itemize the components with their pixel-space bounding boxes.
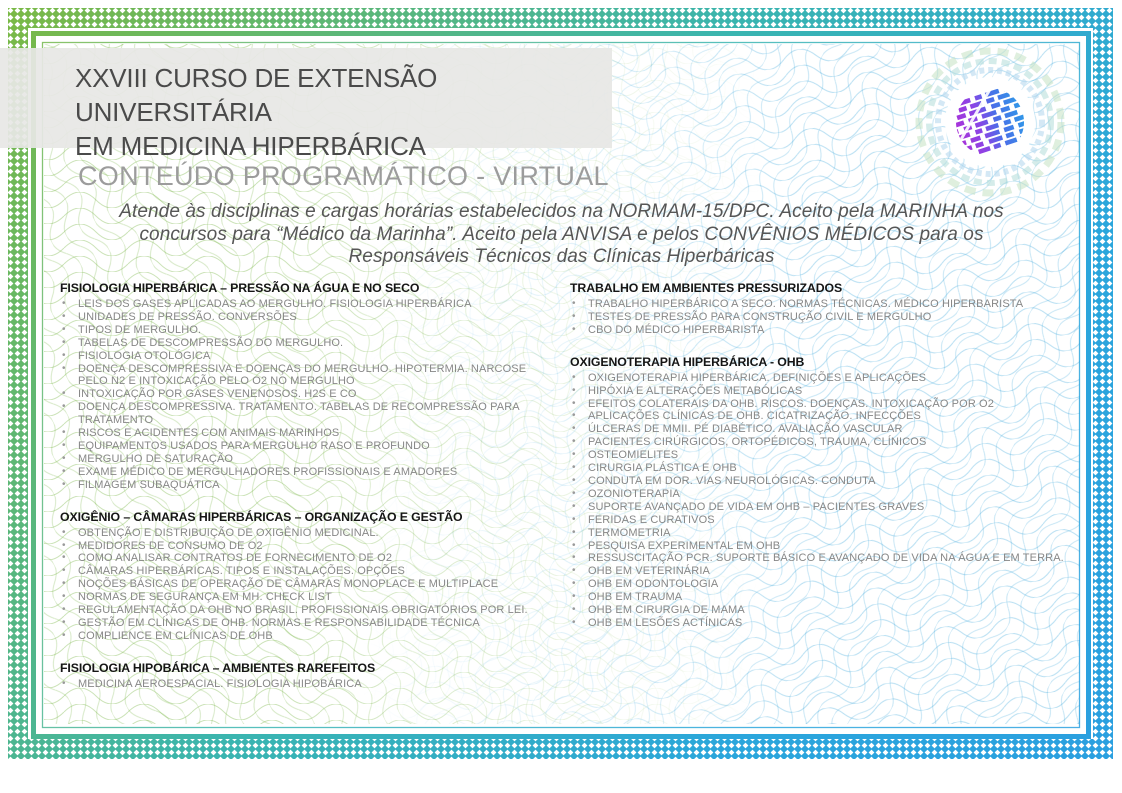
bullet-icon: • bbox=[572, 410, 576, 422]
bullet-icon: • bbox=[62, 401, 66, 413]
intro-line: Responsáveis Técnicos das Clínicas Hiperbáricas bbox=[348, 246, 775, 267]
bullet-icon: • bbox=[572, 578, 576, 590]
bullet-icon: • bbox=[62, 552, 66, 564]
topic-item bbox=[570, 527, 1066, 540]
section-title: OXIGENOTERAPIA HIPERBÁRICA - OHB bbox=[570, 354, 805, 369]
program-section bbox=[60, 510, 554, 643]
topic-item bbox=[570, 298, 1066, 311]
bullet-icon: • bbox=[572, 591, 576, 603]
bullet-icon: • bbox=[572, 298, 576, 309]
topic-text: RESSUSCITAÇÃO PCR. SUPORTE BÁSICO E AVANÇADO DE VIDA NA ÁGUA E EM TERRA. bbox=[588, 552, 1064, 565]
bullet-icon: • bbox=[62, 539, 66, 551]
topic-item bbox=[60, 479, 554, 492]
topic-item bbox=[60, 604, 554, 617]
section-topic-list bbox=[570, 298, 1066, 337]
page-subtitle: CONTEÚDO PROGRAMÁTICO - VIRTUAL bbox=[78, 161, 609, 191]
bullet-icon: • bbox=[62, 336, 66, 348]
program-section bbox=[60, 661, 554, 691]
bullet-icon: • bbox=[572, 371, 576, 383]
topic-text: FILMAGEM SUBAQUÁTICA bbox=[78, 478, 220, 491]
topic-text: EXAME MÉDICO DE MERGULHADORES PROFISSIONAIS E AMADORES bbox=[78, 465, 458, 478]
program-columns bbox=[60, 281, 1066, 709]
topic-text: OXIGENOTERAPIA HIPERBÁRICA. DEFINIÇÕES E APLICAÇÕES bbox=[588, 371, 927, 384]
bullet-icon: • bbox=[62, 427, 66, 439]
topic-text: COMPLIENCE EM CLÍNICAS DE OHB bbox=[78, 629, 273, 642]
bullet-icon: • bbox=[572, 526, 576, 538]
globe-logo-icon bbox=[910, 42, 1070, 202]
topic-text: REGULAMENTAÇÃO DA OHB NO BRASIL. PROFISSIONAIS OBRIGATÓRIOS POR LEI. bbox=[78, 604, 528, 617]
program-section bbox=[570, 281, 1066, 337]
topic-item bbox=[570, 604, 1066, 617]
topic-item bbox=[570, 488, 1066, 501]
topic-text: DOENÇA DESCOMPRESSIVA E DOENÇAS DO MERGULHO. HIPOTERMIA. NARCOSE PELO N2 E INTOXICAÇÃO PELO O2 NO MERGULHO bbox=[78, 362, 527, 388]
topic-item bbox=[570, 501, 1066, 514]
topic-text: OSTEOMIELITES bbox=[588, 449, 679, 462]
topic-item bbox=[570, 540, 1066, 553]
bullet-icon: • bbox=[572, 552, 576, 564]
bullet-icon: • bbox=[572, 462, 576, 474]
bullet-icon: • bbox=[572, 565, 576, 577]
topic-item bbox=[60, 337, 554, 350]
topic-text: APLICAÇÕES CLÍNICAS DE OHB. CICATRIZAÇÃO. INFECÇÕES bbox=[588, 410, 921, 423]
topic-item bbox=[570, 514, 1066, 527]
topic-text: HIPÓXIA E ALTERAÇÕES METABÓLICAS bbox=[588, 384, 803, 397]
topic-text: UNIDADES DE PRESSÃO. CONVERSÕES bbox=[78, 310, 297, 323]
bullet-icon: • bbox=[572, 513, 576, 525]
topic-text: MEDIDORES DE CONSUMO DE O2 bbox=[78, 539, 263, 552]
topic-item bbox=[60, 311, 554, 324]
bullet-icon: • bbox=[62, 310, 66, 322]
intro-line: concursos para “Médico da Marinha”. Aceito pela ANVISA e pelos CONVÊNIOS MÉDICOS para os bbox=[139, 223, 984, 245]
bullet-icon: • bbox=[572, 423, 576, 435]
bullet-icon: • bbox=[62, 439, 66, 451]
bullet-icon: • bbox=[572, 436, 576, 448]
section-topic-list bbox=[570, 372, 1066, 630]
bullet-icon: • bbox=[572, 616, 576, 628]
topic-item bbox=[60, 350, 554, 363]
bullet-icon: • bbox=[572, 384, 576, 396]
intro-line: Atende às disciplinas e cargas horárias estabelecidos na NORMAM-15/DPC. Aceito pela MARINHA nos bbox=[119, 201, 1004, 222]
bullet-icon: • bbox=[62, 298, 66, 309]
topic-item bbox=[570, 324, 1066, 337]
topic-text: RISCOS E ACIDENTES COM ANIMAIS MARINHOS bbox=[78, 427, 340, 440]
topic-item bbox=[60, 527, 554, 540]
bullet-icon: • bbox=[572, 500, 576, 512]
topic-text: EFEITOS COLATERAIS DA OHB. RISCOS. DOENÇAS. INTOXICAÇÃO POR O2 bbox=[588, 397, 994, 410]
bullet-icon: • bbox=[62, 591, 66, 603]
bullet-icon: • bbox=[572, 310, 576, 322]
topic-text: DOENÇA DESCOMPRESSIVA. TRATAMENTO. TABELAS DE RECOMPRESSÃO PARA TRATAMENTO bbox=[78, 401, 520, 427]
bullet-icon: • bbox=[572, 449, 576, 461]
topic-text: LEIS DOS GASES APLICADAS AO MERGULHO. FISIOLOGIA HIPERBÁRICA bbox=[78, 298, 472, 310]
topic-item bbox=[570, 449, 1066, 462]
program-column-left bbox=[60, 281, 554, 709]
topic-text: OHB EM LESÕES ACTÍNICAS bbox=[588, 616, 743, 629]
topic-text: CÂMARAS HIPERBÁRICAS. TIPOS E INSTALAÇÕES. OPÇÕES bbox=[78, 565, 405, 578]
bullet-icon: • bbox=[62, 465, 66, 477]
topic-text: GESTÃO EM CLÍNICAS DE OHB. NORMAS E RESPONSABILIDADE TÉCNICA bbox=[78, 616, 480, 629]
topic-text: OHB EM TRAUMA bbox=[588, 591, 683, 604]
bullet-icon: • bbox=[62, 478, 66, 490]
topic-text: EQUIPAMENTOS USADOS PARA MERGULHO RASO E PROFUNDO bbox=[78, 439, 430, 452]
topic-text: FISIOLOGIA OTOLÓGICA bbox=[78, 349, 211, 362]
topic-item bbox=[60, 578, 554, 591]
topic-text: OBTENÇÃO E DISTRIBUIÇÃO DE OXIGÊNIO MEDICINAL. bbox=[78, 526, 379, 539]
topic-item bbox=[570, 436, 1066, 449]
topic-item bbox=[60, 552, 554, 565]
bullet-icon: • bbox=[62, 565, 66, 577]
topic-item bbox=[60, 388, 554, 401]
program-section bbox=[60, 281, 554, 492]
topic-item bbox=[570, 617, 1066, 630]
topic-item bbox=[60, 427, 554, 440]
section-topic-list bbox=[60, 527, 554, 643]
bullet-icon: • bbox=[62, 362, 66, 374]
section-title: TRABALHO EM AMBIENTES PRESSURIZADOS bbox=[570, 281, 843, 295]
topic-text: TERMOMETRIA bbox=[588, 526, 671, 539]
topic-item bbox=[60, 401, 554, 427]
topic-text: ÚLCERAS DE MMII. PÉ DIABÉTICO. AVALIAÇÃO VASCULAR bbox=[588, 423, 903, 436]
topic-item bbox=[60, 591, 554, 604]
topic-item bbox=[60, 565, 554, 578]
bullet-icon: • bbox=[62, 629, 66, 641]
topic-text: OZONIOTERAPIA bbox=[588, 487, 681, 500]
bullet-icon: • bbox=[572, 539, 576, 551]
topic-item bbox=[570, 423, 1066, 436]
topic-item bbox=[570, 372, 1066, 385]
topic-item bbox=[570, 565, 1066, 578]
topic-item bbox=[570, 591, 1066, 604]
program-section bbox=[570, 355, 1066, 630]
bullet-icon: • bbox=[62, 323, 66, 335]
topic-text: PACIENTES CIRÚRGICOS, ORTOPÉDICOS, TRAUMA, CLÍNICOS bbox=[588, 436, 927, 449]
page-title-line2: EM MEDICINA HIPERBÁRICA bbox=[75, 131, 426, 161]
topic-item bbox=[570, 311, 1066, 324]
topic-item bbox=[60, 363, 554, 389]
topic-item bbox=[570, 462, 1066, 475]
bullet-icon: • bbox=[572, 397, 576, 409]
topic-item bbox=[570, 398, 1066, 411]
section-title: FISIOLOGIA HIPOBÁRICA – AMBIENTES RAREFEITOS bbox=[60, 660, 376, 675]
page-title-line1: XXVIII CURSO DE EXTENSÃO UNIVERSITÁRIA bbox=[75, 63, 438, 127]
bullet-icon: • bbox=[62, 578, 66, 590]
topic-item bbox=[60, 540, 554, 553]
page-title bbox=[75, 61, 615, 163]
topic-item bbox=[60, 617, 554, 630]
program-column-right bbox=[570, 281, 1066, 709]
topic-item bbox=[60, 630, 554, 643]
topic-text: TABELAS DE DESCOMPRESSÃO DO MERGULHO. bbox=[78, 336, 344, 349]
topic-item bbox=[570, 552, 1066, 565]
topic-text: CONDUTA EM DOR. VIAS NEUROLÓGICAS. CONDUTA bbox=[588, 474, 876, 487]
topic-item bbox=[60, 678, 554, 691]
bullet-icon: • bbox=[62, 388, 66, 400]
topic-item bbox=[570, 410, 1066, 423]
topic-text: OHB EM ODONTOLOGIA bbox=[588, 578, 719, 591]
topic-text: MERGULHO DE SATURAÇÃO bbox=[78, 452, 234, 465]
topic-item bbox=[60, 466, 554, 479]
bullet-icon: • bbox=[62, 677, 66, 689]
topic-text: OHB EM VETERINÁRIA bbox=[588, 565, 710, 578]
topic-text: TESTES DE PRESSÃO PARA CONSTRUÇÃO CIVIL E MERGULHO bbox=[588, 310, 932, 323]
topic-item bbox=[60, 324, 554, 337]
bullet-icon: • bbox=[572, 474, 576, 486]
bullet-icon: • bbox=[62, 349, 66, 361]
topic-item bbox=[60, 453, 554, 466]
topic-item bbox=[60, 440, 554, 453]
bullet-icon: • bbox=[62, 452, 66, 464]
topic-item bbox=[60, 298, 554, 311]
topic-item bbox=[570, 475, 1066, 488]
section-topic-list bbox=[60, 298, 554, 492]
topic-item bbox=[570, 385, 1066, 398]
intro-paragraph bbox=[43, 201, 1080, 269]
topic-text: NOÇÕES BÁSICAS DE OPERAÇÃO DE CÂMARAS MONOPLACE E MULTIPLACE bbox=[78, 578, 499, 591]
bullet-icon: • bbox=[62, 604, 66, 616]
topic-text: CBO DO MÉDICO HIPERBARISTA bbox=[588, 323, 765, 336]
topic-text: NORMAS DE SEGURANÇA EM MH. CHECK LIST bbox=[78, 591, 332, 604]
section-topic-list bbox=[60, 678, 554, 691]
topic-text: TRABALHO HIPERBÁRICO A SECO. NORMAS TÉCNICAS. MÉDICO HIPERBARISTA bbox=[588, 298, 1024, 310]
topic-text: FERIDAS E CURATIVOS bbox=[588, 513, 715, 526]
topic-text: TIPOS DE MERGULHO. bbox=[78, 323, 202, 336]
topic-text: SUPORTE AVANÇADO DE VIDA EM OHB – PACIENTES GRAVES bbox=[588, 500, 925, 513]
topic-text: PESQUISA EXPERIMENTAL EM OHB bbox=[588, 539, 781, 552]
bullet-icon: • bbox=[572, 487, 576, 499]
topic-text: CIRURGIA PLÁSTICA E OHB bbox=[588, 462, 737, 475]
topic-text: INTOXICAÇÃO POR GASES VENENOSOS. H2S E CO bbox=[78, 388, 357, 401]
bullet-icon: • bbox=[572, 323, 576, 335]
section-title: OXIGÊNIO – CÂMARAS HIPERBÁRICAS – ORGANIZAÇÃO E GESTÃO bbox=[60, 509, 463, 524]
section-title: FISIOLOGIA HIPERBÁRICA – PRESSÃO NA ÁGUA E NO SECO bbox=[60, 281, 420, 295]
bullet-icon: • bbox=[62, 616, 66, 628]
topic-text: COMO ANALISAR CONTRATOS DE FORNECIMENTO DE O2 bbox=[78, 552, 393, 565]
topic-item bbox=[570, 578, 1066, 591]
bullet-icon: • bbox=[572, 604, 576, 616]
topic-text: MEDICINA AEROESPACIAL. FISIOLOGIA HIPOBÁRICA bbox=[78, 677, 362, 690]
bullet-icon: • bbox=[62, 526, 66, 538]
topic-text: OHB EM CIRURGIA DE MAMA bbox=[588, 604, 745, 617]
